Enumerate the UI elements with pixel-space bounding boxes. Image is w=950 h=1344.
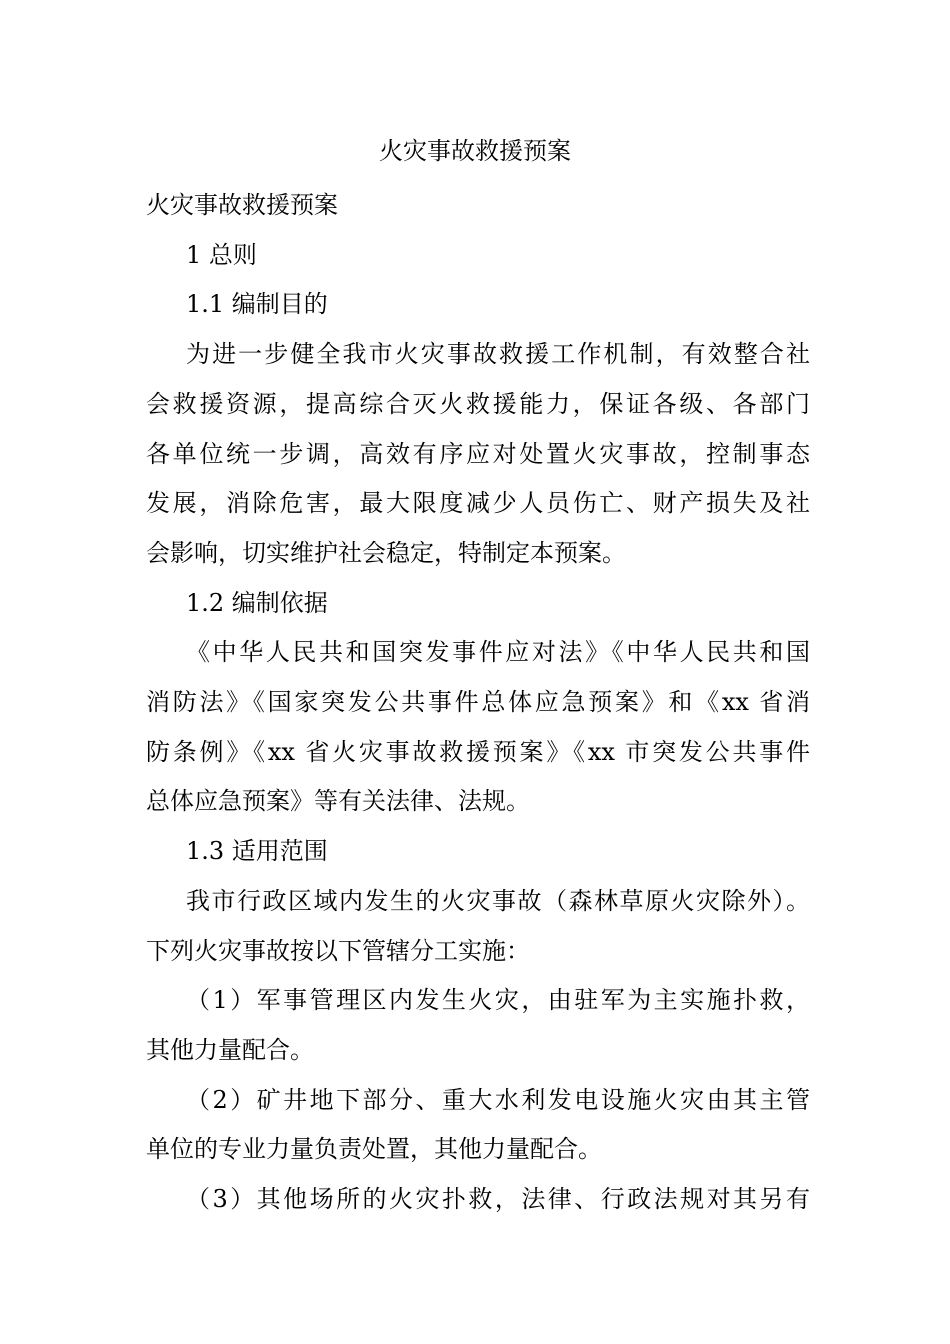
paragraph-line: 防条例》《xx 省火灾事故救援预案》《xx 市突发公共事件: [146, 737, 810, 766]
paragraph-line: 《中华人民共和国突发事件应对法》《中华人民共和国: [186, 638, 810, 667]
section-heading-1-3: 1.3 适用范围: [186, 837, 328, 866]
paragraph-line: （3）其他场所的火灾扑救，法律、行政法规对其另有: [186, 1185, 810, 1214]
paragraph-line: （2）矿井地下部分、重大水利发电设施火灾由其主管: [186, 1085, 810, 1114]
list-item-3: [146, 1175, 810, 1225]
paragraph-line: 其他力量配合。: [146, 1035, 314, 1064]
paragraph-line: 消防法》《国家突发公共事件总体应急预案》和《xx 省消: [146, 688, 810, 717]
paragraph-line: 为进一步健全我市火灾事故救援工作机制，有效整合社: [186, 340, 810, 369]
list-item-1: [146, 976, 810, 1075]
paragraph-line: 总体应急预案》等有关法律、法规。: [146, 787, 530, 816]
document-body: [146, 181, 810, 1225]
paragraph-line: 各单位统一步调，高效有序应对处置火灾事故，控制事态: [146, 439, 810, 468]
paragraph-line: 会救援资源，提高综合灭火救援能力，保证各级、各部门: [146, 389, 810, 418]
section-heading-1-2: 1.2 编制依据: [186, 588, 328, 617]
document-subtitle: 火灾事故救援预案: [146, 191, 338, 219]
paragraph-purpose: [146, 330, 810, 579]
paragraph-line: 下列火灾事故按以下管辖分工实施：: [146, 936, 530, 965]
paragraph-line: 单位的专业力量负责处置，其他力量配合。: [146, 1135, 602, 1164]
section-heading-1-1: 1.1 编制目的: [186, 290, 328, 319]
paragraph-line: （1）军事管理区内发生火灾，由驻军为主实施扑救，: [186, 986, 810, 1015]
document-title: 火灾事故救援预案: [379, 137, 571, 165]
paragraph-scope: [146, 877, 810, 976]
paragraph-line: 会影响，切实维护社会稳定，特制定本预案。: [146, 538, 626, 567]
list-item-2: [146, 1076, 810, 1175]
paragraph-line: 发展，消除危害，最大限度减少人员伤亡、财产损失及社: [146, 489, 810, 518]
paragraph-basis: [146, 628, 810, 827]
paragraph-line: 我市行政区域内发生的火灾事故（森林草原火灾除外）。: [186, 886, 810, 915]
section-heading-1: 1 总则: [186, 240, 257, 269]
